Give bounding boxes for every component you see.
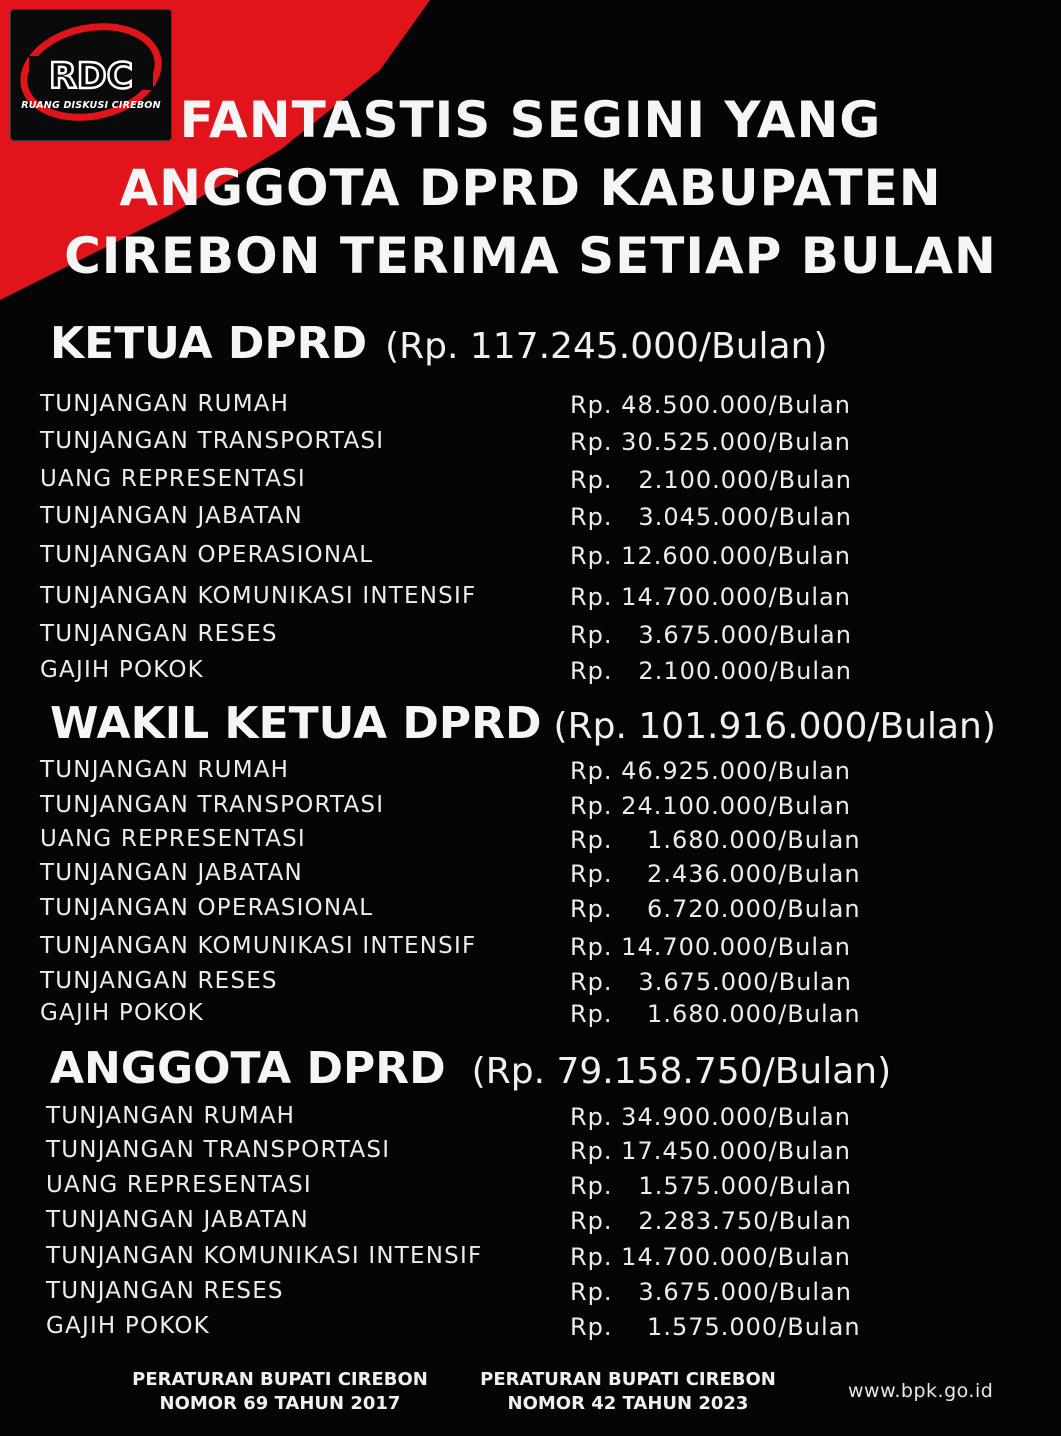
list-item bbox=[46, 1207, 1026, 1241]
section-total: (Rp. 101.916.000/Bulan) bbox=[553, 706, 996, 747]
allowance-label: TUNJANGAN RUMAH bbox=[40, 391, 290, 417]
list-item bbox=[40, 428, 1020, 462]
allowance-amount: Rp. 1.575.000/Bulan bbox=[570, 1172, 852, 1200]
list-item bbox=[40, 657, 1020, 691]
allowance-label: TUNJANGAN RUMAH bbox=[40, 757, 290, 783]
allowance-amount: Rp. 1.680.000/Bulan bbox=[570, 826, 861, 854]
allowance-amount: Rp. 3.675.000/Bulan bbox=[570, 621, 852, 649]
list-item bbox=[40, 933, 1020, 967]
section-wakil-ketua-header bbox=[50, 698, 996, 749]
list-item bbox=[40, 466, 1020, 500]
allowance-amount: Rp. 14.700.000/Bulan bbox=[570, 1243, 851, 1271]
allowance-amount: Rp. 2.436.000/Bulan bbox=[570, 860, 861, 888]
allowance-label: GAJIH POKOK bbox=[40, 657, 204, 683]
footer-reference-1 bbox=[118, 1368, 442, 1416]
footer-reference-1-line-2: NOMOR 69 TAHUN 2017 bbox=[159, 1393, 401, 1414]
allowance-label: TUNJANGAN RESES bbox=[40, 621, 278, 647]
allowance-amount: Rp. 14.700.000/Bulan bbox=[570, 933, 851, 961]
list-item bbox=[40, 542, 1020, 576]
allowance-amount: Rp. 1.680.000/Bulan bbox=[570, 1000, 861, 1028]
allowance-amount: Rp. 46.925.000/Bulan bbox=[570, 757, 851, 785]
allowance-amount: Rp. 6.720.000/Bulan bbox=[570, 895, 861, 923]
website-link[interactable]: www.bpk.go.id bbox=[848, 1380, 994, 1402]
list-item bbox=[40, 792, 1020, 826]
allowance-label: TUNJANGAN JABATAN bbox=[46, 1207, 309, 1233]
list-item bbox=[40, 1000, 1020, 1034]
list-item bbox=[40, 757, 1020, 791]
logo-letters: RDC bbox=[48, 56, 134, 97]
footer-reference-2 bbox=[466, 1368, 790, 1416]
allowance-amount: Rp. 2.283.750/Bulan bbox=[570, 1207, 852, 1235]
footer-reference-2-line-2: NOMOR 42 TAHUN 2023 bbox=[507, 1393, 749, 1414]
allowance-label: TUNJANGAN JABATAN bbox=[40, 860, 303, 886]
allowance-label: TUNJANGAN KOMUNIKASI INTENSIF bbox=[40, 933, 477, 959]
allowance-label: TUNJANGAN JABATAN bbox=[40, 503, 303, 529]
list-item bbox=[40, 968, 1020, 1002]
section-ketua-header bbox=[50, 318, 827, 369]
list-item bbox=[40, 583, 1020, 617]
allowance-amount: Rp. 17.450.000/Bulan bbox=[570, 1137, 851, 1165]
allowance-label: UANG REPRESENTASI bbox=[40, 826, 306, 852]
section-anggota-header bbox=[50, 1043, 891, 1094]
allowance-amount: Rp. 12.600.000/Bulan bbox=[570, 542, 851, 570]
section-name: ANGGOTA DPRD bbox=[50, 1043, 446, 1094]
allowance-label: TUNJANGAN TRANSPORTASI bbox=[46, 1137, 391, 1163]
logo-caption: RUANG DISKUSI CIREBON bbox=[21, 100, 161, 111]
list-item bbox=[40, 895, 1020, 929]
allowance-label: TUNJANGAN TRANSPORTASI bbox=[40, 792, 385, 818]
allowance-amount: Rp. 3.045.000/Bulan bbox=[570, 503, 852, 531]
allowance-label: TUNJANGAN KOMUNIKASI INTENSIF bbox=[40, 583, 477, 609]
footer-reference-2-line-1: PERATURAN BUPATI CIREBON bbox=[480, 1369, 776, 1390]
allowance-label: TUNJANGAN RESES bbox=[40, 968, 278, 994]
allowance-label: TUNJANGAN RESES bbox=[46, 1278, 284, 1304]
list-item bbox=[46, 1313, 1026, 1347]
allowance-label: TUNJANGAN OPERASIONAL bbox=[40, 895, 374, 921]
list-item bbox=[46, 1137, 1026, 1171]
page-title bbox=[0, 86, 1061, 290]
footer-reference-1-line-1: PERATURAN BUPATI CIREBON bbox=[132, 1369, 428, 1390]
title-line-3: CIREBON TERIMA SETIAP BULAN bbox=[64, 227, 997, 285]
title-line-1: FANTASTIS SEGINI YANG bbox=[179, 91, 882, 149]
allowance-amount: Rp. 2.100.000/Bulan bbox=[570, 657, 852, 685]
allowance-amount: Rp. 1.575.000/Bulan bbox=[570, 1313, 861, 1341]
allowance-label: GAJIH POKOK bbox=[40, 1000, 204, 1026]
allowance-label: TUNJANGAN TRANSPORTASI bbox=[40, 428, 385, 454]
list-item bbox=[40, 860, 1020, 894]
list-item bbox=[40, 503, 1020, 537]
section-total: (Rp. 79.158.750/Bulan) bbox=[471, 1051, 892, 1092]
allowance-amount: Rp. 14.700.000/Bulan bbox=[570, 583, 851, 611]
list-item bbox=[40, 391, 1020, 425]
section-name: KETUA DPRD bbox=[50, 318, 368, 369]
allowance-amount: Rp. 3.675.000/Bulan bbox=[570, 968, 852, 996]
allowance-label: UANG REPRESENTASI bbox=[46, 1172, 312, 1198]
list-item bbox=[40, 621, 1020, 655]
allowance-amount: Rp. 3.675.000/Bulan bbox=[570, 1278, 852, 1306]
allowance-label: GAJIH POKOK bbox=[46, 1313, 210, 1339]
allowance-label: TUNJANGAN RUMAH bbox=[46, 1103, 296, 1129]
list-item bbox=[46, 1103, 1026, 1137]
list-item bbox=[46, 1243, 1026, 1277]
allowance-amount: Rp. 34.900.000/Bulan bbox=[570, 1103, 851, 1131]
list-item bbox=[40, 826, 1020, 860]
list-item bbox=[46, 1172, 1026, 1206]
allowance-amount: Rp. 48.500.000/Bulan bbox=[570, 391, 851, 419]
list-item bbox=[46, 1278, 1026, 1312]
allowance-amount: Rp. 2.100.000/Bulan bbox=[570, 466, 852, 494]
allowance-label: UANG REPRESENTASI bbox=[40, 466, 306, 492]
allowance-label: TUNJANGAN KOMUNIKASI INTENSIF bbox=[46, 1243, 483, 1269]
allowance-amount: Rp. 30.525.000/Bulan bbox=[570, 428, 851, 456]
section-total: (Rp. 117.245.000/Bulan) bbox=[385, 326, 828, 367]
allowance-amount: Rp. 24.100.000/Bulan bbox=[570, 792, 851, 820]
allowance-label: TUNJANGAN OPERASIONAL bbox=[40, 542, 374, 568]
title-line-2: ANGGOTA DPRD KABUPATEN bbox=[119, 159, 942, 217]
section-name: WAKIL KETUA DPRD bbox=[50, 698, 542, 749]
